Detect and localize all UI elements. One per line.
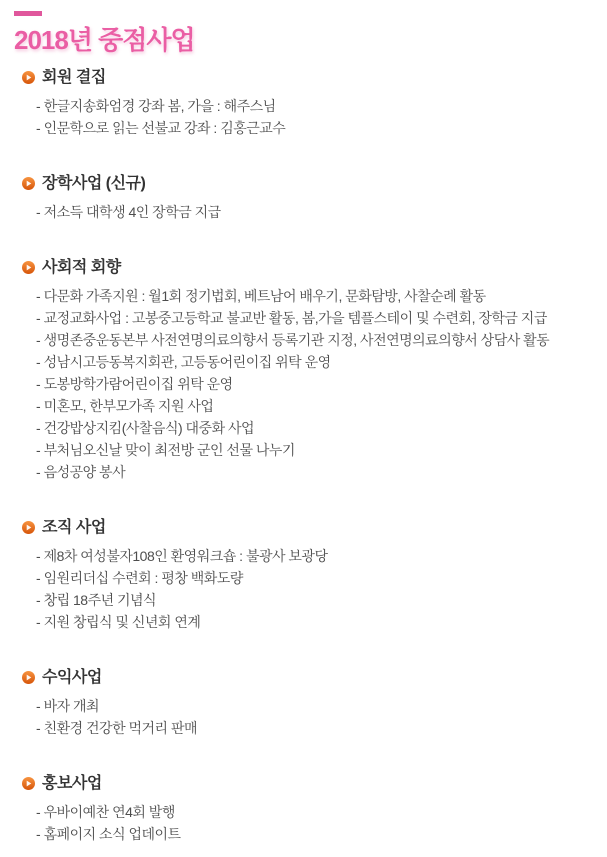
list-item: - 다문화 가족지원 : 월1회 정기법회, 베트남어 배우기, 문화탐방, 사찰순례 활동 xyxy=(36,285,597,307)
play-circle-icon xyxy=(22,671,35,684)
list-item: - 생명존중운동본부 사전연명의료의향서 등록기관 지정, 사전연명의료의향서 상담사 활동 xyxy=(36,329,597,351)
section-title: 회원 결집 xyxy=(42,69,106,86)
list-item: - 교정교화사업 : 고봉중고등학교 불교반 활동, 봄,가을 템플스테이 및 수련회, 장학금 지급 xyxy=(36,307,597,329)
section-items xyxy=(36,545,597,633)
list-item: - 창립 18주년 기념식 xyxy=(36,589,597,611)
list-item: - 한글지송화엄경 강좌 봄, 가을 : 해주스님 xyxy=(36,95,597,117)
section xyxy=(14,775,597,845)
section-title: 장학사업 (신규) xyxy=(42,175,146,192)
section xyxy=(14,669,597,739)
list-item: - 친환경 건강한 먹거리 판매 xyxy=(36,717,597,739)
section-header xyxy=(22,669,597,686)
section-title: 수익사업 xyxy=(42,669,102,686)
list-item: - 음성공양 봉사 xyxy=(36,461,597,483)
list-item: - 성남시고등동복지회관, 고등동어린이집 위탁 운영 xyxy=(36,351,597,373)
play-circle-icon xyxy=(22,177,35,190)
section xyxy=(14,259,597,483)
list-item: - 지원 창립식 및 신년회 연계 xyxy=(36,611,597,633)
list-item: - 인문학으로 읽는 선불교 강좌 : 김홍근교수 xyxy=(36,117,597,139)
section-header xyxy=(22,519,597,536)
sections-container xyxy=(14,69,597,845)
list-item: - 홈페이지 소식 업데이트 xyxy=(36,823,597,845)
section-title: 조직 사업 xyxy=(42,519,106,536)
section-items xyxy=(36,695,597,739)
section-items xyxy=(36,95,597,139)
section-header xyxy=(22,69,597,86)
list-item: - 도봉방학가람어린이집 위탁 운영 xyxy=(36,373,597,395)
section xyxy=(14,69,597,139)
list-item: - 우바이예찬 연4회 발행 xyxy=(36,801,597,823)
play-circle-icon xyxy=(22,777,35,790)
section-title: 사회적 회향 xyxy=(42,259,121,276)
list-item: - 제8차 여성불자108인 환영워크숍 : 불광사 보광당 xyxy=(36,545,597,567)
page-title: 2018년 중점사업 xyxy=(14,25,195,55)
play-circle-icon xyxy=(22,261,35,274)
list-item: - 건강밥상지킴(사찰음식) 대중화 사업 xyxy=(36,417,597,439)
list-item: - 임원리더십 수련회 : 평창 백화도량 xyxy=(36,567,597,589)
section xyxy=(14,175,597,223)
section-title: 홍보사업 xyxy=(42,775,102,792)
section-header xyxy=(22,175,597,192)
section-header xyxy=(22,775,597,792)
play-circle-icon xyxy=(22,521,35,534)
section-items xyxy=(36,201,597,223)
list-item: - 미혼모, 한부모가족 지원 사업 xyxy=(36,395,597,417)
accent-bar xyxy=(14,11,42,16)
section-items xyxy=(36,801,597,845)
play-circle-icon xyxy=(22,71,35,84)
section-header xyxy=(22,259,597,276)
list-item: - 저소득 대학생 4인 장학금 지급 xyxy=(36,201,597,223)
list-item: - 부처님오신날 맞이 최전방 군인 선물 나누기 xyxy=(36,439,597,461)
list-item: - 바자 개최 xyxy=(36,695,597,717)
section xyxy=(14,519,597,633)
section-items xyxy=(36,285,597,483)
